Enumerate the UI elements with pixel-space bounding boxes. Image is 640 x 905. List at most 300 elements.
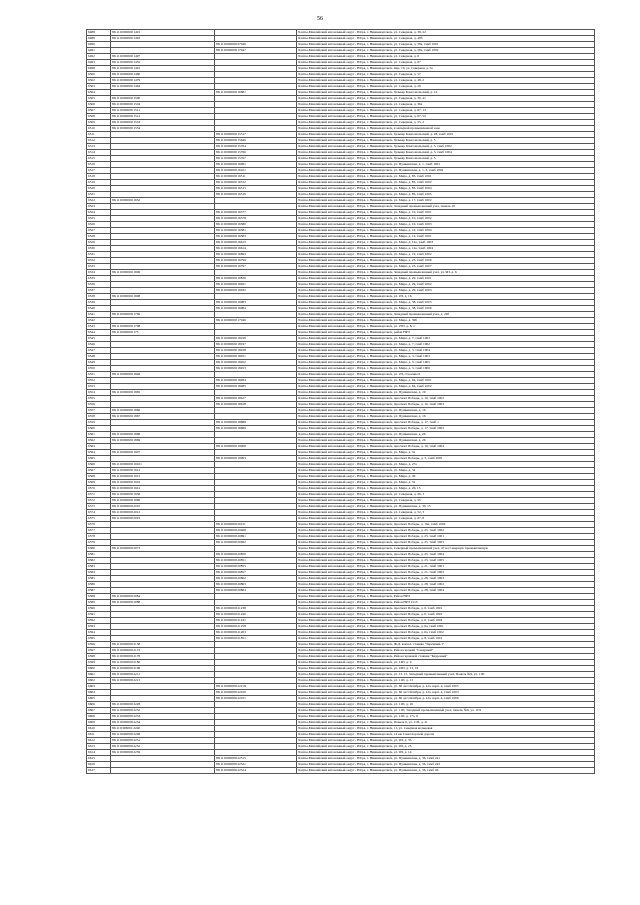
- cadastral-number-cell: 86:11:0000000:1907: [111, 450, 215, 456]
- row-number-cell: 6607: [87, 708, 111, 714]
- row-number-cell: 6544: [87, 330, 111, 336]
- address-cell: Ханты-Мансийский автономный округ - Югра, г. Нижневартовск, в западной промышленной зоне: [297, 126, 595, 132]
- row-number-cell: 6567: [87, 468, 111, 474]
- address-cell: Ханты-Мансийский автономный округ - Югра, г. Нижневартовск, проспект Победы, д. 25, тамб 1003: [297, 540, 595, 546]
- premises-number-cell: 86:11:0000000:18438: [215, 348, 297, 354]
- address-cell: Ханты-Мансийский автономный округ - Югра, г. Нижневартовск, ул. Пушкинская, д. 26: [297, 438, 595, 444]
- row-number-cell: 6488: [87, 30, 111, 36]
- row-number-cell: 6545: [87, 336, 111, 342]
- row-number-cell: 6520: [87, 186, 111, 192]
- address-cell: Ханты-Мансийский автономный округ - Югра, г. Нижневартовск, проспект Победы, д. 8, тамб 1001: [297, 636, 595, 642]
- premises-number-cell: 86:11:0000000:18618: [215, 402, 297, 408]
- cadastral-number-cell: 86:11:0000000:175: [111, 330, 215, 336]
- row-number-cell: 6603: [87, 684, 111, 690]
- row-number-cell: 6591: [87, 612, 111, 618]
- address-cell: Ханты-Мансийский автономный округ - Югра, г. Нижневартовск, ул. Пушкинская, д. 36, тамб 46: [297, 768, 595, 774]
- premises-number-cell: 86:11:0000000:21238: [215, 606, 297, 612]
- cadastral-number-cell: 86:11:0000000:1652: [111, 198, 215, 204]
- cadastral-number-cell: 86:11:0000000:2234: [111, 720, 215, 726]
- address-cell: Ханты-Мансийский автономный округ - Югра, г. Нижневартовск, ул. Пушкинская, д. 30, 15: [297, 504, 595, 510]
- premises-number-cell: 86:11:0000000:22220: [215, 690, 297, 696]
- row-number-cell: 6595: [87, 636, 111, 642]
- address-cell: Ханты-Мансийский автономный округ - Югра, г. Нижневартовск, ул. Северная, д. 36а: [297, 102, 595, 108]
- address-cell: Ханты-Мансийский автономный округ - Югра, г. Нижневартовск, ул. Мира, д. 10, тамб 1004: [297, 228, 595, 234]
- row-number-cell: 6577: [87, 528, 111, 534]
- address-cell: Ханты-Мансийский автономный округ - Югра, г. Нижневартовск, ул. Мира, д. 3, тамб 1004: [297, 348, 595, 354]
- premises-number-cell: 86:11:0000000:16577: [215, 210, 297, 216]
- row-number-cell: 6588: [87, 594, 111, 600]
- address-cell: Ханты-Мансийский автономный округ - Югра, г. Нижневартовск, проспект Победы, д. 6, тамб 1003: [297, 612, 595, 618]
- row-number-cell: 6587: [87, 588, 111, 594]
- address-cell: Ханты-Мансийский автономный округ - Югра, г. Нижневартовск, ул. Мира, д. 34: [297, 468, 595, 474]
- row-number-cell: 6515: [87, 156, 111, 162]
- address-cell: Ханты-Мансийский автономный округ - Югра, г. Нижневартовск, ул. Северная, д. 67, 52: [297, 114, 595, 120]
- premises-number-cell: 86:11:0000000:22218: [215, 684, 297, 690]
- row-number-cell: 6504: [87, 90, 111, 96]
- row-number-cell: 6514: [87, 150, 111, 156]
- premises-number-cell: 86:11:0000000:20692: [215, 540, 297, 546]
- address-cell: Ханты-Мансийский автономный округ - Югра, г. Нижневартовск, Западный промышленный узел, ул. 9П, д. 6: [297, 270, 595, 276]
- cadastral-number-cell: 86:11:0000000:2211: [111, 672, 215, 678]
- premises-number-cell: 86:11:0000000:15766: [215, 150, 297, 156]
- address-cell: Ханты-Мансийский автономный округ - Югра, г. Нижневартовск, ул. Северная, д. 67, 13: [297, 108, 595, 114]
- premises-number-cell: 86:11:0000000:21263: [215, 630, 297, 636]
- cadastral-number-cell: 86:11:0000000:1708: [111, 324, 215, 330]
- row-number-cell: 6609: [87, 720, 111, 726]
- row-number-cell: 6569: [87, 480, 111, 486]
- address-cell: Ханты-Мансийский автономный округ - Югра, г. Нижневартовск, проспект Победы, д. 25, тамб 1005: [297, 558, 595, 564]
- row-number-cell: 6522: [87, 198, 111, 204]
- premises-number-cell: 86:11:0000000:18484: [215, 378, 297, 384]
- address-cell: Ханты-Мансийский автономный округ - Югра, г. Нижневартовск, ул. Мира, д. 85, тамб 1004: [297, 186, 595, 192]
- address-cell: Ханты-Мансийский автономный округ - Югра, г. Нижневартовск, ул. Мира, д. 27а: [297, 462, 595, 468]
- row-number-cell: 6547: [87, 348, 111, 354]
- row-number-cell: 6561: [87, 432, 111, 438]
- cadastral-number-cell: 86:11:0000000:1511: [111, 108, 215, 114]
- cadastral-number-cell: 86:11:0000000:1460: [111, 72, 215, 78]
- row-number-cell: 6610: [87, 726, 111, 732]
- address-cell: Ханты-Мансийский автономный округ - Югра, г. Нижневартовск, ул. Пушкинская, д. 1, 3, тамб 1002: [297, 168, 595, 174]
- cadastral-number-cell: 86:11:0000000:2172: [111, 648, 215, 654]
- row-number-cell: 6593: [87, 624, 111, 630]
- cadastral-number-cell: 86:11:0000000:2232: [111, 708, 215, 714]
- cadastral-number-cell: 86:11:0000000:1912: [111, 468, 215, 474]
- row-number-cell: 6578: [87, 534, 111, 540]
- premises-number-cell: 86:11:0000000:21258: [215, 624, 297, 630]
- row-number-cell: 6506: [87, 102, 111, 108]
- row-number-cell: 6492: [87, 54, 111, 60]
- row-number-cell: 6531: [87, 252, 111, 258]
- address-cell: Ханты-Мансийский автономный округ - Югра, г. Нижневартовск, Северный промышленный узел, 47 на Северную промышленную: [297, 546, 595, 552]
- cadastral-number-cell: 86:11:0000000:1706: [111, 312, 215, 318]
- row-number-cell: 6541: [87, 312, 111, 318]
- address-cell: Ханты-Мансийский автономный округ - Югра, г. Нижневартовск, ул. 2П, строение 6: [297, 372, 595, 378]
- row-number-cell: 6507: [87, 108, 111, 114]
- address-cell: Ханты-Мансийский автономный округ - Югра, г. Нижневартовск, ул. Мира, д. 38, тамб 1005: [297, 300, 595, 306]
- address-cell: Ханты-Мансийский автономный округ - Югра, г. Нижневартовск, проспект Победы, д. 3, тамб 1005: [297, 456, 595, 462]
- premises-number-cell: 86:11:0000000:16512: [215, 180, 297, 186]
- address-cell: Ханты-Мансийский автономный округ - Югра, г. Нижневартовск, ул. 9П, д. 14: [297, 750, 595, 756]
- address-cell: Ханты-Мансийский автономный округ - Югра, г. Нижневартовск, ул. Северная, д. 30, 41: [297, 96, 595, 102]
- address-cell: Ханты-Мансийский автономный округ - Югра, г. Нижневартовск, ул. Мира, д. 85, тамб 1005: [297, 192, 595, 198]
- address-cell: Ханты-Мансийский автономный округ - Югра, г. Нижневартовск, ул. Пушкинская, д. 36, тамб 243: [297, 762, 595, 768]
- cadastral-number-cell: 86:11:0000000:1512: [111, 114, 215, 120]
- premises-number-cell: 86:11:0000000:16830: [215, 276, 297, 282]
- address-cell: Ханты-Мансийский автономный округ - Югра, г. Нижневартовск, ул. Мира, д. 3, тамб 1005: [297, 360, 595, 366]
- row-number-cell: 6511: [87, 132, 111, 138]
- cadastral-number-cell: 86:11:0000000:1966: [111, 498, 215, 504]
- address-cell: Ханты-Мансийский автономный округ - Югра, г. Нижневартовск, проспект Победы, д. 10, тамб 1003: [297, 402, 595, 408]
- address-cell: Ханты-Мансийский автономный округ - Югра, г. Нижневартовск, ул. Мира, д. 14а, тамб 1004: [297, 246, 595, 252]
- cadastral-number-cell: 86:11:0000000:1868: [111, 432, 215, 438]
- address-cell: Ханты-Мансийский автономный округ - Югра, г. Нижневартовск, 14 км Самотлорской дороги: [297, 732, 595, 738]
- row-number-cell: 6542: [87, 318, 111, 324]
- cadastral-number-cell: 86:11:0000000:1493: [111, 36, 215, 42]
- row-number-cell: 6512: [87, 138, 111, 144]
- premises-number-cell: 86:11:0000000:19093: [215, 456, 297, 462]
- premises-number-cell: 86:11:0000000:16580: [215, 222, 297, 228]
- address-cell: Ханты-Мансийский автономный округ - Югра, г. Нижневартовск, проспект Победы, д. 28, тамб 1002: [297, 582, 595, 588]
- address-cell: Ханты-Мансийский автономный округ - Югра, г. Нижневартовск, ул. 2П, д. 16: [297, 294, 595, 300]
- address-cell: Ханты-Мансийский автономный округ - Югра, г. Нижневартовск, проспект Победы, д. 17, тамб 1: [297, 420, 595, 426]
- address-cell: Ханты-Мансийский автономный округ - Югра, г. Нижневартовск, проспект Победы, д. 10, тамб 1002: [297, 396, 595, 402]
- address-cell: Ханты-Мансийский автономный округ - Югра, г. Нижневартовск, ул. 60 лет Октября, д. 12а, корп. 4, тамб 1003: [297, 690, 595, 696]
- row-number-cell: 6528: [87, 234, 111, 240]
- premises-number-cell: 86:11:0000000:16984: [215, 306, 297, 312]
- premises-number-cell: 86:11:0000000:18451: [215, 354, 297, 360]
- address-cell: Ханты-Мансийский автономный округ - Югра, г. Нижневартовск, ул. Мира, д. 85, тамб 1001: [297, 174, 595, 180]
- row-number-cell: 6592: [87, 618, 111, 624]
- address-cell: Ханты-Мансийский автономный округ - Югра, г. Нижневартовск, проспект Победы, д. 6а, тамб 1002: [297, 630, 595, 636]
- cadastral-number-cell: 86:11:0000000:1479: [111, 78, 215, 84]
- premises-number-cell: 86:11:0000000:16583: [215, 234, 297, 240]
- address-cell: Ханты-Мансийский автономный округ - Югра, г. Нижневартовск, Район гаражей "Северный": [297, 648, 595, 654]
- premises-number-cell: 86:11:0000000:17046: [215, 318, 297, 324]
- row-number-cell: 6498: [87, 66, 111, 72]
- premises-number-cell: 86:11:0000000:22221: [215, 696, 297, 702]
- cadastral-number-cell: 86:11:0000000:1500: [111, 96, 215, 102]
- row-number-cell: 6546: [87, 342, 111, 348]
- cadastral-number-cell: 86:11:0000000:1504: [111, 102, 215, 108]
- premises-number-cell: 86:11:0000000:27946: [215, 42, 297, 48]
- cadastral-number-cell: 86:11:0000000:2213: [111, 678, 215, 684]
- row-number-cell: 6568: [87, 474, 111, 480]
- cadastral-number-cell: 86:11:0000000:2010: [111, 504, 215, 510]
- row-number-cell: 6559: [87, 420, 111, 426]
- address-cell: Ханты-Мансийский автономный округ - Югра, г. Нижневартовск, ул. Мира, д. 10, тамб 1003: [297, 222, 595, 228]
- cadastral-number-cell: 86:11:0000000:2248: [111, 732, 215, 738]
- row-number-cell: 6518: [87, 174, 111, 180]
- address-cell: Ханты-Мансийский автономный округ - Югра, г. Нижневартовск, ул. Северная, д. 67: [297, 60, 595, 66]
- premises-number-cell: 86:11:0000000:21851: [215, 636, 297, 642]
- address-cell: Ханты-Мансийский автономный округ - Югра, г. Нижневартовск, ул. Пушкинская, д. 36, тамб 241: [297, 756, 595, 762]
- premises-number-cell: 86:11:0000000:18452: [215, 360, 297, 366]
- row-number-cell: 6602: [87, 678, 111, 684]
- row-number-cell: 6553: [87, 384, 111, 390]
- row-number-cell: 6535: [87, 276, 111, 282]
- row-number-cell: 6597: [87, 648, 111, 654]
- row-number-cell: 6489: [87, 36, 111, 42]
- row-number-cell: 6549: [87, 360, 111, 366]
- row-number-cell: 6576: [87, 522, 111, 528]
- property-table: [86, 29, 595, 774]
- premises-number-cell: 86:11:0000000:16581: [215, 228, 297, 234]
- row-number-cell: 6604: [87, 690, 111, 696]
- address-cell: Ханты-Мансийский автономный округ - Югра, г. Нижневартовск, ул. Пушкинская, д. 16: [297, 414, 595, 420]
- row-number-cell: 6519: [87, 180, 111, 186]
- address-cell: Ханты-Мансийский автономный округ - Югра, г. Нижневартовск, ул. Мира, д. 14а, тамб 1003: [297, 240, 595, 246]
- cadastral-number-cell: 86:11:0000000:1869: [111, 438, 215, 444]
- cadastral-number-cell: 86:11:0000000:1533: [111, 120, 215, 126]
- cadastral-number-cell: 86:11:0000000:1696: [111, 270, 215, 276]
- row-number-cell: 6551: [87, 372, 111, 378]
- row-number-cell: 6510: [87, 126, 111, 132]
- address-cell: Ханты-Мансийский автономный округ - Югра, г. Нижневартовск, ул. Мира, д. 7, тамб 1002: [297, 342, 595, 348]
- address-cell: Ханты-Мансийский автономный округ - Югра, г. Нижневартовск, ул. 15, 15, Западный промышленный узел, Панель №9, ул. 11П: [297, 672, 595, 678]
- address-cell: Ханты-Мансийский автономный округ - Югра, г. Нижневартовск, ул. 11П, д. 17а, 6: [297, 714, 595, 720]
- row-number-cell: 6564: [87, 450, 111, 456]
- row-number-cell: 6552: [87, 378, 111, 384]
- address-cell: Ханты-Мансийский автономный округ - Югра, г. Нижневартовск, Западный промышленный узел, панель 16: [297, 204, 595, 210]
- address-cell: Ханты-Мансийский автономный округ - Югра, г. Нижневартовск, бульвар Комсомольский, д. 5, тамб 1002: [297, 144, 595, 150]
- row-number-cell: 6573: [87, 504, 111, 510]
- cadastral-number-cell: 86:11:0000000:1865: [111, 390, 215, 396]
- row-number-cell: 6550: [87, 366, 111, 372]
- cadastral-number-cell: 86:11:0000000:1497: [111, 54, 215, 60]
- cadastral-number-cell: 86:11:0000000:2158: [111, 642, 215, 648]
- address-cell: Ханты-Мансийский автономный округ - Югра, г. Нижневартовск, ул. 60 лет Октября, д. 12а, корп. 4, тамб 1005: [297, 684, 595, 690]
- row-number-cell: 6538: [87, 294, 111, 300]
- premises-number-cell: 86:11:0000000:16797: [215, 264, 297, 270]
- row-number-cell: 6594: [87, 630, 111, 636]
- row-number-cell: 6532: [87, 258, 111, 264]
- address-cell: Ханты-Мансийский автономный округ - Югра, г. Нижневартовск, ул. Северная, д. 29: [297, 84, 595, 90]
- premises-number-cell: 86:11:0000000:16932: [215, 288, 297, 294]
- premises-number-cell: 86:11:0000000:16613: [215, 240, 297, 246]
- row-number-cell: 6517: [87, 168, 111, 174]
- row-number-cell: 6534: [87, 270, 111, 276]
- address-cell: Ханты-Мансийский автономный округ - Югра, г. Нижневартовск, ул. Мира, д. 10, тамб 1002: [297, 216, 595, 222]
- page-number: 56: [317, 16, 323, 22]
- premises-number-cell: 86:11:0000000:21241: [215, 618, 297, 624]
- row-number-cell: 6526: [87, 222, 111, 228]
- address-cell: Ханты-Мансийский автономный округ - Югра, г. Нижневартовск, ул. Мира, д. 38, тамб 1006: [297, 306, 595, 312]
- address-cell: Ханты-Мансийский автономный округ - Югра, г. Нижневартовск, ул. Мира, д. 23, тамб 1006: [297, 258, 595, 264]
- address-cell: Ханты-Мансийский автономный округ - Югра, г. Нижневартовск, ул. 16П, д. 13, 16: [297, 666, 595, 672]
- row-number-cell: 6605: [87, 696, 111, 702]
- row-number-cell: 6599: [87, 660, 111, 666]
- row-number-cell: 6529: [87, 240, 111, 246]
- cadastral-number-cell: 86:11:0000000:1534: [111, 126, 215, 132]
- row-number-cell: 6503: [87, 84, 111, 90]
- address-cell: Ханты-Мансийский автономный округ - Югра, г. Нижневартовск, ул. Северная, д. 58а, тамб 1001: [297, 42, 595, 48]
- cadastral-number-cell: 86:11:0000000:2073: [111, 546, 215, 552]
- premises-number-cell: 86:11:0000000:16516: [215, 192, 297, 198]
- row-number-cell: 6513: [87, 144, 111, 150]
- address-cell: Ханты-Мансийский автономный округ - Югра, г. Нижневартовск, ул. Мира, д. 32: [297, 480, 595, 486]
- address-cell: Ханты-Мансийский автономный округ - Югра, г. Нижневартовск, ул. 9П, д. 25: [297, 744, 595, 750]
- premises-number-cell: 86:11:0000000:18688: [215, 420, 297, 426]
- address-cell: Ханты-Мансийский автономный округ - Югра, г. Нижневартовск, ул. 11П, Западный промышленный узел, панель №9, ул. 11П: [297, 708, 595, 714]
- row-number-cell: 6616: [87, 762, 111, 768]
- row-number-cell: 6575: [87, 516, 111, 522]
- address-cell: Ханты-Мансийский автономный округ - Югра, г. Нижневартовск, проспект Победы, д. 25, тамб 1002: [297, 528, 595, 534]
- address-cell: Ханты-Мансийский автономный округ - Югра, г. Нижневартовск, ул. Пушкинская, д. 19: [297, 390, 595, 396]
- address-cell: Ханты-Мансийский автономный округ - Югра, г. Нижневартовск, ул. 11П, д. 16: [297, 702, 595, 708]
- address-cell: Ханты-Мансийский автономный округ - Югра, г. Нижневартовск, Район гаражной стоянки "Кедровый": [297, 654, 595, 660]
- row-number-cell: 6557: [87, 408, 111, 414]
- cadastral-number-cell: 86:11:0000000:1698: [111, 294, 215, 300]
- cadastral-number-cell: 86:11:0000000:2178: [111, 654, 215, 660]
- address-cell: Ханты-Мансийский автономный округ - Югра, г. Нижневартовск, ул. Северная, д. 6: [297, 54, 595, 60]
- address-cell: Ханты-Мансийский автономный округ - Югра, г. Нижневартовск, ул. Северная, д. 5б: [297, 498, 595, 504]
- row-number-cell: 6509: [87, 120, 111, 126]
- row-number-cell: 6500: [87, 72, 111, 78]
- row-number-cell: 6590: [87, 606, 111, 612]
- row-number-cell: 6536: [87, 282, 111, 288]
- row-number-cell: 6600: [87, 666, 111, 672]
- address-cell: Ханты-Мансийский автономный округ - Югра, г. Нижневартовск, ул. Северная, д. 52, 3: [297, 510, 595, 516]
- premises-number-cell: 86:11:0000000:15317: [215, 132, 297, 138]
- address-cell: Ханты-Мансийский автономный округ - Югра, г. Нижневартовск, ул. Пушкинская, д. 26: [297, 432, 595, 438]
- table-row: [87, 768, 595, 774]
- address-cell: Ханты-Мансийский автономный округ - Югра, г. Нижневартовск, ул. Северная, д. 67, 8: [297, 516, 595, 522]
- address-cell: Ханты-Мансийский автономный округ - Югра, г. Нижневартовск, Западный промышленный узел, д. 24б: [297, 312, 595, 318]
- row-number-cell: 6540: [87, 306, 111, 312]
- cadastral-number-cell: 86:11:0000000:1491: [111, 30, 215, 36]
- premises-number-cell: 86:11:0000000:16921: [215, 282, 297, 288]
- cadastral-number-cell: 86:11:0306001:2240: [111, 726, 215, 732]
- address-cell: Ханты-Мансийский автономный округ - Югра, г. Нижневартовск, ул. Мира, д. 10, тамб 1001: [297, 210, 595, 216]
- address-cell: Ханты-Мансийский автономный округ - Югра, г. Нижневартовск, проспект Победы, д. 25, тамб 1004: [297, 552, 595, 558]
- cadastral-number-cell: 86:11:0000000:2251: [111, 738, 215, 744]
- row-number-cell: 6524: [87, 210, 111, 216]
- cadastral-number-cell: 86:11:0000000:2012: [111, 510, 215, 516]
- premises-number-cell: 86:11:0000000:18617: [215, 396, 297, 402]
- address-cell: Ханты-Мансийский автономный округ - Югра, г. Нижневартовск, ул. Мира, д. 14, тамб 1001: [297, 234, 595, 240]
- cadastral-number-cell: 86:11:0000000:1956: [111, 492, 215, 498]
- premises-number-cell: 86:11:0000000:20851: [215, 558, 297, 564]
- row-number-cell: 6614: [87, 750, 111, 756]
- address-cell: Ханты-Мансийский автономный округ - Югра, г. Нижневартовск, ул. Мира, д. 26, 15: [297, 486, 595, 492]
- premises-number-cell: 86:11:0000000:16101: [215, 168, 297, 174]
- address-cell: Ханты-Мансийский автономный округ - Югра, г. Нижневартовск, ул. Мира, д. 7, тамб 1003: [297, 336, 595, 342]
- address-cell: Ханты-Мансийский автономный округ - Югра, г. Нижневартовск, Ж.Д. вокзал. стоянка "Заречный-1": [297, 642, 595, 648]
- premises-number-cell: 86:11:0000000:18196: [215, 336, 297, 342]
- premises-number-cell: 86:11:0000000:16796: [215, 258, 297, 264]
- cadastral-number-cell: 86:11:0000000:1867: [111, 414, 215, 420]
- row-number-cell: 6582: [87, 558, 111, 564]
- premises-number-cell: 86:11:0000000:20855: [215, 564, 297, 570]
- address-cell: Ханты-Мансийский автономный округ - Югра, г. Нижневартовск, ул. Мира, д. 39б: [297, 318, 595, 324]
- premises-number-cell: 86:11:0000000:20211: [215, 522, 297, 528]
- premises-number-cell: 86:11:0000000:20863: [215, 582, 297, 588]
- premises-number-cell: 86:11:0000000:16578: [215, 216, 297, 222]
- address-cell: Ханты-Мансийский автономный округ - Югра, г. Нижневартовск, ул. 60 лет Октября, д. 12а, корп. 4, тамб 1006: [297, 696, 595, 702]
- address-cell: Ханты-Мансийский автономный округ - Югра, г. Нижневартовск, ул. Пушкинская, д. 1, тамб 1001: [297, 162, 595, 168]
- cadastral-number-cell: 86:11:0000000:2233: [111, 714, 215, 720]
- row-number-cell: 6525: [87, 216, 111, 222]
- premises-number-cell: 86:11:0000000:20864: [215, 588, 297, 594]
- row-number-cell: 6554: [87, 390, 111, 396]
- cadastral-number-cell: 86:11:0000000:1866: [111, 408, 215, 414]
- address-cell: Ханты-Мансийский автономный округ - Югра, г. Нижневартовск, 11, ул. Северная кольцевая: [297, 726, 595, 732]
- premises-number-cell: 86:11:0000000:18485: [215, 384, 297, 390]
- address-cell: Ханты-Мансийский автономный округ - Югра, г. Нижневартовск, ул. 25П, д. 8, 1: [297, 324, 595, 330]
- address-cell: Ханты-Мансийский автономный округ - Югра, г. Нижневартовск, ул. Мира, д. 29, тамб 1003: [297, 288, 595, 294]
- address-cell: Ханты-Мансийский автономный округ - Югра, г. Нижневартовск, ул. 14П, д. 9: [297, 660, 595, 666]
- row-number-cell: 6563: [87, 444, 111, 450]
- address-cell: Ханты-Мансийский автономный округ - Югра, г. Нижневартовск, ул. 11П, д. 13: [297, 678, 595, 684]
- address-cell: Ханты-Мансийский автономный округ - Югра, г. Нижневартовск, ул. Северная, д. 58а, тамб 1002: [297, 48, 595, 54]
- address-cell: Ханты-Мансийский автономный округ - Югра, г. Нижневартовск, ул. Мира, д. 40: [297, 474, 595, 480]
- address-cell: Ханты-Мансийский автономный округ - Югра, г. Нижневартовск, бульвар Комсомольский, д. 5: [297, 138, 595, 144]
- row-number-cell: 6586: [87, 582, 111, 588]
- address-cell: Ханты-Мансийский автономный округ - Югра, г. Нижневартовск, проспект Победы, д. 19, тамб 1004: [297, 444, 595, 450]
- premises-number-cell: 86:11:0000000:16693: [215, 252, 297, 258]
- premises-number-cell: 86:11:0000000:20857: [215, 570, 297, 576]
- row-number-cell: 6562: [87, 438, 111, 444]
- address-cell: Ханты-Мансийский автономный округ - Югра, г. Нижневартовск, ул. Мира, д. 64, тамб 1001: [297, 378, 595, 384]
- row-number-cell: 6583: [87, 564, 111, 570]
- row-number-cell: 6560: [87, 426, 111, 432]
- row-number-cell: 6606: [87, 702, 111, 708]
- row-number-cell: 6556: [87, 402, 111, 408]
- row-number-cell: 6579: [87, 540, 111, 546]
- row-number-cell: 6566: [87, 462, 111, 468]
- row-number-cell: 6530: [87, 246, 111, 252]
- row-number-cell: 6612: [87, 738, 111, 744]
- row-number-cell: 6613: [87, 744, 111, 750]
- row-number-cell: 6490: [87, 42, 111, 48]
- cadastral-number-cell: 86:11:0000000:2180: [111, 660, 215, 666]
- address-cell: Ханты-Мансийский автономный округ - Югра, г. Нижневартовск, бульвар Комсомольский, д. 28, тамб 1001: [297, 132, 595, 138]
- premises-number-cell: 86:11:0000000:18453: [215, 366, 297, 372]
- address-cell: Ханты-Мансийский автономный округ - Югра, г. Нижневартовск, ул. 9П, д. 3б: [297, 738, 595, 744]
- premises-number-cell: 86:11:0000000:17947: [215, 48, 297, 54]
- premises-number-cell: 86:11:0000000:16681: [215, 90, 297, 96]
- address-cell: Ханты-Мансийский автономный округ - Югра, г. Нижневартовск, проспект Победы, д. 28, тамб 1004: [297, 588, 595, 594]
- row-number-cell: 6539: [87, 300, 111, 306]
- row-number-cell: 6502: [87, 78, 111, 84]
- address-cell: Ханты-Мансийский автономный округ - Югра, г. Нижневартовск, ул. Мира, д. 64, тамб 1002: [297, 384, 595, 390]
- row-number-cell: 6617: [87, 768, 111, 774]
- premises-number-cell: 86:11:0000000:18197: [215, 342, 297, 348]
- cadastral-number-cell: 86:11:0000000:19101: [111, 462, 215, 468]
- row-number-cell: 6611: [87, 732, 111, 738]
- row-number-cell: 6596: [87, 642, 111, 648]
- row-number-cell: 6521: [87, 192, 111, 198]
- address-cell: Ханты-Мансийский автономный округ - Югра, г. Нижневартовск, бульвар Комсомольский, д. 14: [297, 90, 595, 96]
- address-cell: Ханты-Мансийский автономный округ - Югра, г. Нижневартовск, Район НРЭ 2113: [297, 600, 595, 606]
- cadastral-number-cell: 86:11:0000000:1941: [111, 486, 215, 492]
- address-cell: Ханты-Мансийский автономный округ - Югра, г. Нижневартовск, ул. Мира, д. 29, тамб 1001: [297, 276, 595, 282]
- row-number-cell: 6527: [87, 228, 111, 234]
- address-cell: Ханты-Мансийский автономный округ - Югра, г. Нижневартовск, бульвар Комсомольский, д. 5, тамб 1004: [297, 150, 595, 156]
- premises-number-cell: 86:11:0000000:20850: [215, 552, 297, 558]
- address-cell: Ханты-Мансийский автономный округ - Югра, г. Нижневартовск, Район НРЭ: [297, 594, 595, 600]
- row-number-cell: 6555: [87, 396, 111, 402]
- address-cell: Ханты-Мансийский автономный округ - Югра, г. Нижневартовск, ул. Северная, д. 57: [297, 72, 595, 78]
- premises-number-cell: 86:11:0000000:16614: [215, 246, 297, 252]
- row-number-cell: 6574: [87, 510, 111, 516]
- premises-number-cell: 86:11:0000000:21240: [215, 612, 297, 618]
- row-number-cell: 6589: [87, 600, 111, 606]
- row-number-cell: 6491: [87, 48, 111, 54]
- address-cell: Ханты-Мансийский автономный округ - Югра, г. Нижневартовск, проспект Победы, д. 25, тамб 1001: [297, 534, 595, 540]
- cadastral-number-cell: 86:11:0000000:2228: [111, 702, 215, 708]
- premises-number-cell: 86:11:0000000:19008: [215, 444, 297, 450]
